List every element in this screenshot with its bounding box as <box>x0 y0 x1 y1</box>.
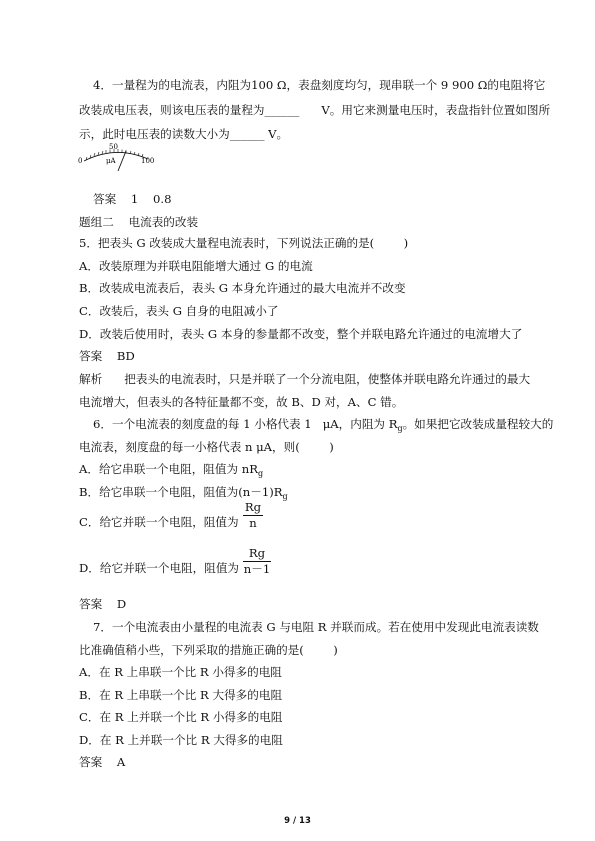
meter-dial-figure <box>78 143 158 173</box>
q5-analysis-1: 解析 把表头的电流表时，只是并联了一个分流电阻，使整体并联电路允许通过的最大 <box>79 372 531 386</box>
q7-option-c: C．在 R 上并联一个比 R 小得多的电阻 <box>79 710 283 724</box>
q6-option-a: A．给它串联一个电阻，阻值为 $nR_g$ <box>79 462 264 478</box>
q5-analysis-2: 电流增大，但表头的各特征量都不变，故 B、D 对，A、C 错。 <box>79 395 404 409</box>
q7-option-d: D．在 R 上并联一个比 R 大得多的电阻 <box>79 733 283 747</box>
fraction-denominator: n－1 <box>243 562 271 576</box>
q6-option-b: B．给它串联一个电阻，阻值为$(n-1)R_g$ <box>79 485 288 501</box>
q6-option-d-fraction <box>243 547 271 576</box>
fraction-numerator: Rg <box>244 500 262 514</box>
q5-stem: 5．把表头 G 改装成大量程电流表时，下列说法正确的是( ) <box>79 236 409 250</box>
q5-answer: 答案 BD <box>79 349 135 363</box>
q4-line-3: 示，此时电压表的读数大小为______ V。 <box>79 127 289 141</box>
q5-option-d: D．改装后使用时，表头 G 本身的参量都不改变，整个并联电路允许通过的电流增大了 <box>79 327 523 341</box>
q6-answer: 答案 D <box>79 597 127 611</box>
dial-label-right: 100 <box>141 157 155 165</box>
q6-option-c-fraction <box>243 501 263 530</box>
q6-line-1: 6．一个电流表的刻度盘的每 1 小格代表 1 μA，内阻为 $R_g$。如果把它改装成量程较大的 <box>93 417 554 433</box>
q6-line-2: 电流表，刻度盘的每一小格代表 n μA，则( ) <box>79 440 334 454</box>
q7-line-2: 比准确值稍小些，下列采取的措施正确的是( ) <box>79 643 338 657</box>
q4-line-1: 4．一量程为的电流表，内阻为100 Ω，表盘刻度均匀，现串联一个 9 900 Ω的电阻将它 <box>93 78 546 92</box>
q4-answer: 答案 1 0.8 <box>93 192 172 206</box>
fraction-numerator: Rg <box>248 546 266 560</box>
q7-answer: 答案 A <box>79 755 126 769</box>
q5-option-b: B．改装成电流表后，表头 G 本身允许通过的最大电流并不改变 <box>79 281 406 295</box>
q5-option-a: A．改装原理为并联电阻能增大通过 G 的电流 <box>79 259 313 273</box>
q6-option-d: D．给它并联一个电阻，阻值为 <box>79 561 240 575</box>
q7-option-b: B．在 R 上串联一个比 R 大得多的电阻 <box>79 688 283 702</box>
fraction-denominator: n <box>249 516 257 530</box>
dial-label-mid: 50 <box>109 143 118 151</box>
dial-needle <box>118 151 126 171</box>
q5-option-c: C．改装后，表头 G 自身的电阻减小了 <box>79 304 279 318</box>
dial-label-left: 0 <box>78 157 83 165</box>
q4-line-2: 改装成电压表，则该电压表的量程为______ V。用它来测量电压时，表盘指针位置如图所 <box>79 103 551 117</box>
q7-line-1: 7．一个电流表由小量程的电流表 G 与电阻 R 并联而成。若在使用中发现此电流表读数 <box>93 620 539 634</box>
dial-arc <box>84 152 148 161</box>
q6-option-c: C．给它并联一个电阻，阻值为 <box>79 515 239 529</box>
section-heading: 题组二 电流表的改装 <box>79 215 199 229</box>
q7-option-a: A．在 R 上串联一个比 R 小得多的电阻 <box>79 665 282 679</box>
dial-unit-label: μA <box>106 157 116 165</box>
page-number: 9 / 13 <box>284 816 311 826</box>
